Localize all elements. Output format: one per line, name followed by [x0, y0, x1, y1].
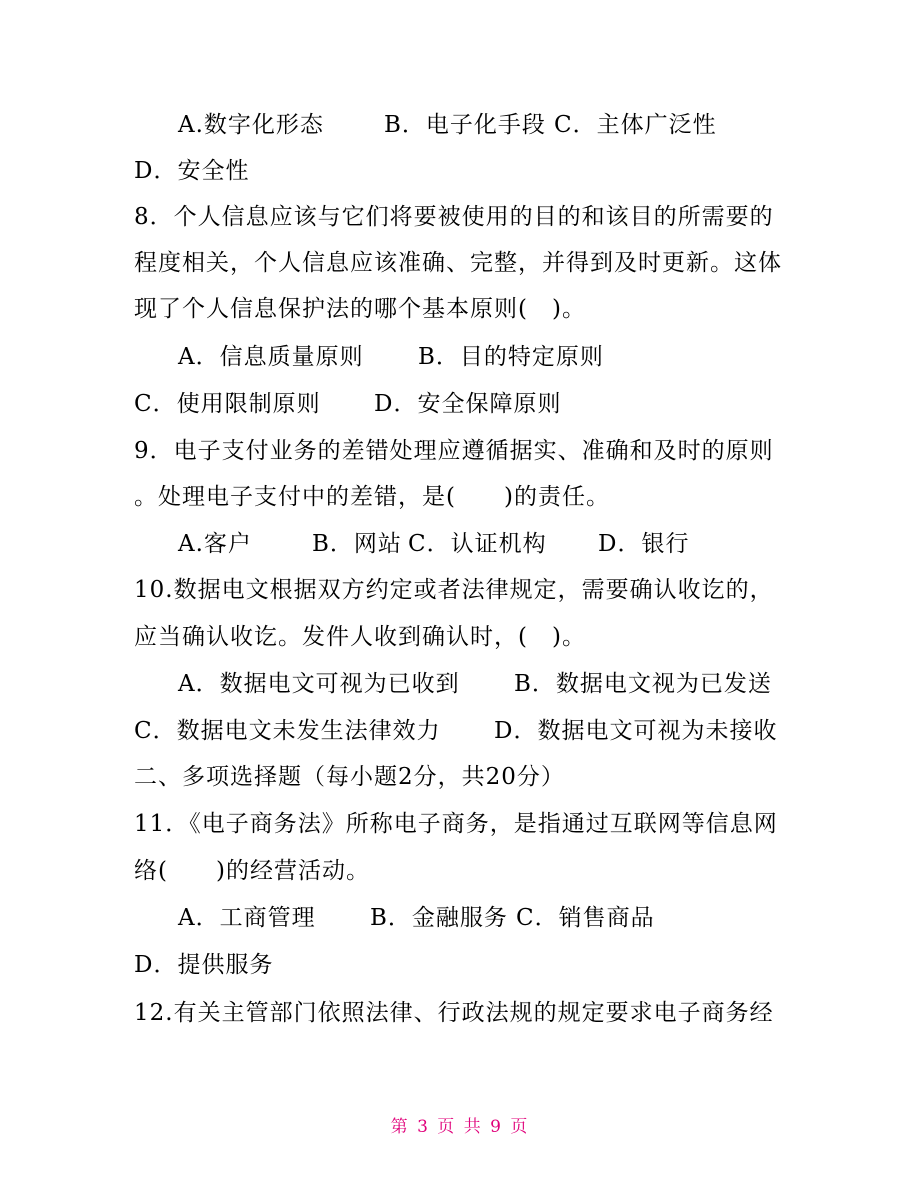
q11-option-c: C．销售商品	[516, 905, 655, 931]
q10-option-d: D．数据电文可视为未接收	[494, 718, 778, 744]
q11-text-line-2: 络( )的经营活动。	[134, 858, 370, 884]
q9-option-c: C．认证机构	[408, 531, 547, 557]
q10-text-line-1: 10.数据电文根据双方约定或者法律规定，需要确认收讫的，	[134, 577, 774, 603]
q8-option-b: B．目的特定原则	[418, 344, 604, 370]
q9-options-row	[178, 521, 690, 567]
q10-option-c: C．数据电文未发生法律效力	[134, 718, 441, 744]
q10-options-row-1	[178, 661, 772, 707]
q9-option-b: B．网站	[312, 531, 402, 557]
q11-option-d: D．提供服务	[134, 952, 274, 978]
q8-text-line-3: 现了个人信息保护法的哪个基本原则( )。	[134, 296, 586, 322]
q10-option-b: B．数据电文视为已发送	[514, 671, 772, 697]
q7-option-a: A.数字化形态	[178, 112, 324, 138]
q12-text-line-1: 12.有关主管部门依照法律、行政法规的规定要求电子商务经	[134, 1000, 774, 1026]
q7-option-b: B．电子化手段	[384, 112, 546, 138]
q11-option-a: A．工商管理	[178, 905, 316, 931]
q10-option-a: A．数据电文可视为已收到	[178, 671, 460, 697]
q8-option-c: C．使用限制原则	[134, 391, 321, 417]
page-number-footer: 第 3 页 共 9 页	[390, 1117, 530, 1137]
q8-text-line-1: 8．个人信息应该与它们将要被使用的目的和该目的所需要的	[134, 204, 774, 230]
q11-text-line-1: 11．《电子商务法》所称电子商务，是指通过互联网等信息网	[134, 811, 778, 837]
q7-options-row	[178, 102, 717, 148]
q8-text-line-2: 程度相关，个人信息应该准确、完整，并得到及时更新。这体	[134, 250, 782, 276]
q9-option-d: D．银行	[598, 531, 690, 557]
q8-option-a: A．信息质量原则	[178, 344, 364, 370]
section-2-title: 二、多项选择题（每小题2分，共20分）	[134, 764, 565, 790]
q10-text-line-2: 应当确认收讫。发件人收到确认时，( )。	[134, 624, 586, 650]
q7-option-d: D．安全性	[134, 158, 250, 184]
q8-option-d: D．安全保障原则	[374, 391, 562, 417]
q11-options-row	[178, 895, 655, 941]
q7-option-c: C．主体广泛性	[554, 112, 717, 138]
q10-options-row-2	[134, 708, 778, 754]
q11-option-b: B．金融服务	[370, 905, 508, 931]
q9-text-line-2: 。处理电子支付中的差错，是( )的责任。	[134, 484, 610, 510]
q8-options-row-1	[178, 334, 604, 380]
q9-option-a: A.客户	[178, 531, 252, 557]
q8-options-row-2	[134, 381, 562, 427]
q9-text-line-1: 9．电子支付业务的差错处理应遵循据实、准确和及时的原则	[134, 438, 774, 464]
